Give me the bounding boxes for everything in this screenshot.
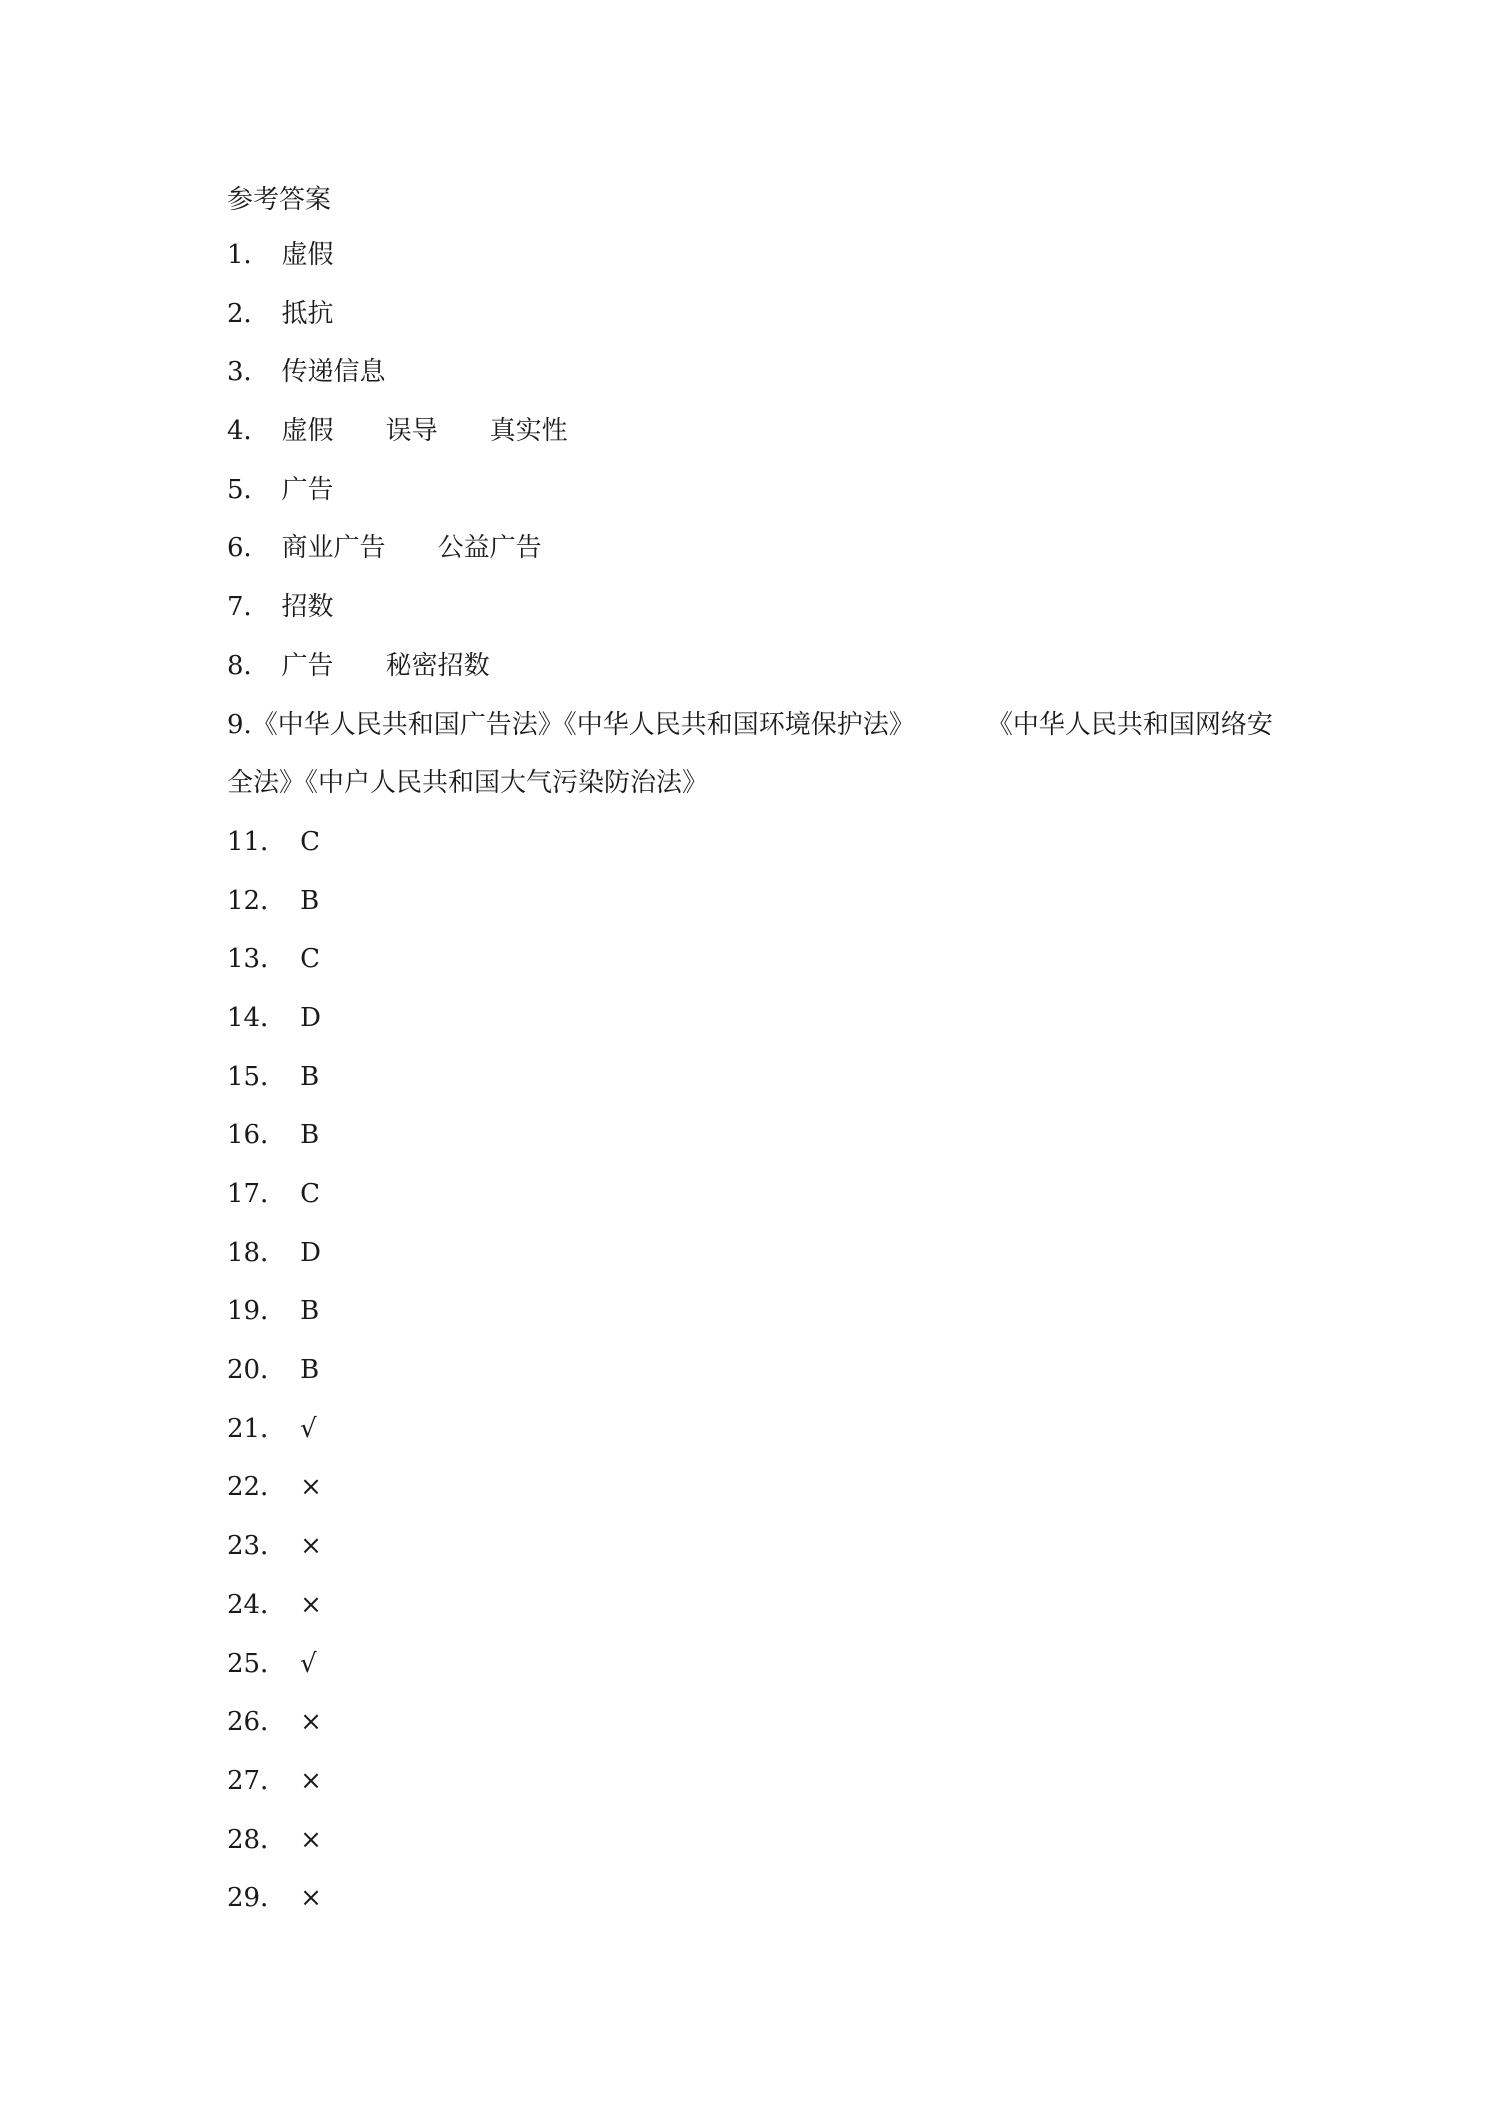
answer-text: 广告 — [281, 474, 334, 505]
answer-mark: B — [300, 885, 320, 916]
answer-text: 商业广告 — [281, 533, 386, 564]
answer-mark: √ — [300, 1413, 317, 1444]
answer-item — [227, 1458, 1287, 1517]
answer-item — [227, 1106, 1287, 1165]
answer-number: 6． — [227, 533, 270, 564]
answer-item — [227, 1048, 1287, 1107]
answer-item — [227, 1635, 1287, 1694]
answer-mark: × — [300, 1531, 322, 1562]
answer-item — [227, 402, 1287, 461]
answer-mark: D — [300, 1002, 321, 1033]
answer-item — [227, 1341, 1287, 1400]
answer-text: 传递信息 — [281, 357, 386, 388]
answer-number: 5． — [227, 474, 270, 505]
answer-item — [227, 1282, 1287, 1341]
answer-item — [227, 578, 1287, 637]
answer-item-9 — [227, 696, 1287, 813]
answer-text: 广告 — [281, 650, 334, 681]
answer-text: 虚假 — [281, 240, 334, 270]
answer-item — [227, 1165, 1287, 1224]
answer-item — [227, 519, 1287, 578]
answer-number: 4． — [227, 416, 270, 447]
answer-document — [227, 178, 1287, 1928]
answer-text: 抵抗 — [281, 298, 334, 329]
answer-mark: × — [300, 1472, 322, 1503]
answer-mark: × — [300, 1589, 322, 1620]
answer-item — [227, 1400, 1287, 1459]
answer-number: 23． — [227, 1531, 287, 1562]
answer-number: 8． — [227, 650, 270, 681]
answer-number: 27． — [227, 1765, 287, 1796]
answer-text: 招数 — [281, 592, 334, 623]
answer-item — [227, 343, 1287, 402]
answer-item — [227, 1224, 1287, 1283]
answer-number: 3． — [227, 357, 270, 388]
answer-mark: × — [300, 1824, 322, 1855]
answer-number: 22． — [227, 1472, 287, 1503]
answer-number: 1． — [227, 240, 270, 270]
answer-item — [227, 285, 1287, 344]
answer-number: 17． — [227, 1179, 287, 1209]
answer-number: 13． — [227, 944, 287, 975]
answer-mark: D — [300, 1237, 321, 1268]
answer-number: 20． — [227, 1355, 287, 1386]
answer-number: 28． — [227, 1824, 287, 1855]
answer-number: 16． — [227, 1120, 287, 1151]
answer-number: 2． — [227, 298, 270, 329]
answer-item — [227, 1869, 1287, 1928]
answer-number: 21． — [227, 1413, 287, 1444]
answer-number: 24． — [227, 1589, 287, 1620]
answer-number: 7． — [227, 592, 270, 623]
answer-item — [227, 1517, 1287, 1576]
answer-mark: B — [300, 1296, 320, 1327]
answer-item — [227, 989, 1287, 1048]
answer-number: 25． — [227, 1648, 287, 1679]
answer-number: 18． — [227, 1237, 287, 1268]
fill-in-answers — [227, 226, 1287, 696]
answer-number: 14． — [227, 1002, 287, 1033]
choice-answers — [227, 813, 1287, 1928]
answer-text: 误导 — [385, 416, 438, 447]
answer-item — [227, 813, 1287, 872]
answer-mark: × — [300, 1883, 322, 1914]
answer-mark: C — [300, 826, 320, 857]
answer-mark: × — [300, 1765, 322, 1796]
answer-text: 公益广告 — [437, 533, 542, 564]
answer-9-text-a: 9.《中华人民共和国广告法》《中华人民共和国环境保护法》 — [227, 709, 915, 740]
answer-item — [227, 1576, 1287, 1635]
answer-item — [227, 637, 1287, 696]
answer-mark: B — [300, 1120, 320, 1151]
answer-number: 19． — [227, 1296, 287, 1327]
answer-item — [227, 1693, 1287, 1752]
answer-mark: B — [300, 1355, 320, 1386]
answer-text: 秘密招数 — [385, 650, 490, 681]
answer-mark: √ — [300, 1648, 317, 1679]
answer-number: 26． — [227, 1707, 287, 1738]
answer-mark: C — [300, 1179, 320, 1209]
answer-item — [227, 226, 1287, 285]
answer-number: 12． — [227, 885, 287, 916]
answer-item — [227, 1752, 1287, 1811]
page-title: 参考答案 — [227, 185, 332, 215]
answer-text: 虚假 — [281, 416, 334, 447]
answer-item — [227, 461, 1287, 520]
answer-text: 真实性 — [489, 416, 568, 447]
answer-item — [227, 872, 1287, 931]
answer-item — [227, 1811, 1287, 1870]
answer-mark: C — [300, 944, 320, 975]
answer-item — [227, 930, 1287, 989]
answer-mark: B — [300, 1061, 320, 1092]
answer-number: 15． — [227, 1061, 287, 1092]
answer-9-line-1 — [227, 696, 1287, 755]
answer-number: 11． — [227, 826, 287, 857]
answer-9-line-2: 全法》《中户人民共和国大气污染防治法》 — [227, 768, 709, 799]
answer-9-text-b: 《中华人民共和国网络安 — [986, 709, 1273, 740]
answer-mark: × — [300, 1707, 322, 1738]
answer-number: 29． — [227, 1883, 287, 1914]
